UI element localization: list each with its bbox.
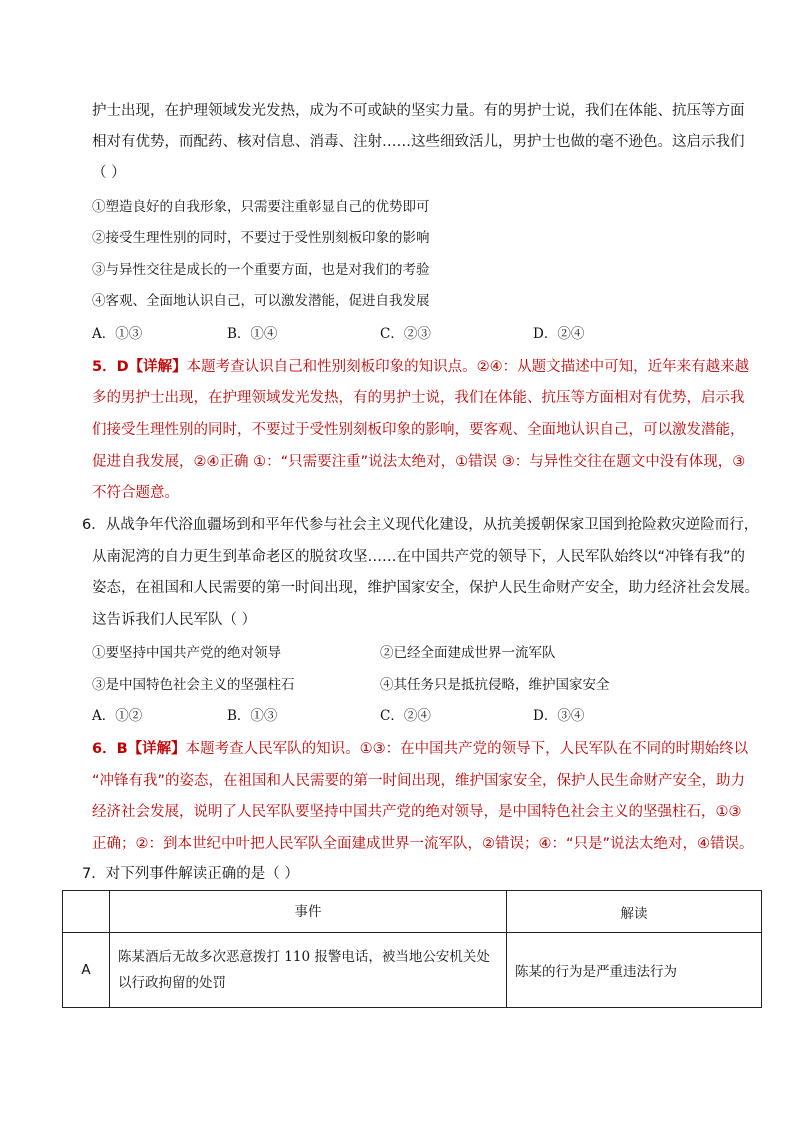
q7-table — [62, 890, 762, 1008]
q6-choice-d: D．③④ — [533, 708, 585, 724]
answer6-line3: 经济社会发展，说明了人民军队要坚持中国共产党的绝对领导，是中国特色社会主义的坚强柱石，①③ — [92, 804, 742, 820]
header-cell-blank — [63, 891, 110, 933]
answer6-text1: 本题考查人民军队的知识。①③：在中国共产党的领导下，人民军队在不同的时期始终以 — [185, 741, 749, 757]
answer5-text1: 本题考查认识自己和性别刻板印象的知识点。②④：从题文描述中可知，近年来有越来越 — [186, 359, 750, 375]
row-event-line2: 以行政拘留的处罚 — [118, 975, 226, 991]
q6-item-4: ④其任务只是抵抗侵略，维护国家安全 — [380, 677, 610, 693]
table-row — [63, 933, 762, 1008]
answer5-line4: 促进自我发展，②④正确 ①：“只需要注重”说法太绝对，①错误 ③：与异性交往在题文中没有体现，③ — [92, 454, 746, 470]
q4-stem-line1: 护士出现，在护理领域发光发热，成为不可或缺的坚实力量。有的男护士说，我们在体能、抗压等方面 — [92, 103, 745, 119]
q4-choice-a: A．①③ — [92, 326, 143, 342]
q4-choice-d: D．②④ — [533, 326, 585, 342]
row-event-cell — [110, 933, 507, 1008]
q6-choice-c: C．②④ — [380, 708, 431, 724]
answer6-line2: “冲锋有我”的姿态，在祖国和人民需要的第一时间出现，维护国家安全，保护人民生命财产安全，助力 — [92, 773, 746, 789]
q6-stem-line3: 姿态，在祖国和人民需要的第一时间出现，维护国家安全，保护人民生命财产安全，助力经济社会发展。 — [92, 580, 759, 596]
row-event-line1: 陈某酒后无故多次恶意拨打 110 报警电话，被当地公安机关处 — [118, 949, 490, 965]
header-cell-event: 事件 — [110, 891, 507, 933]
row-label: A — [63, 933, 110, 1008]
q6-item-1: ①要坚持中国共产党的绝对领导 — [92, 645, 281, 661]
answer5-line5: 不符合题意。 — [92, 485, 179, 501]
q4-stem-line3: （ ） — [92, 165, 126, 181]
q4-item-2: ②接受生理性别的同时，不要过于受性别刻板印象的影响 — [92, 230, 430, 246]
q4-item-4: ④客观、全面地认识自己，可以激发潜能，促进自我发展 — [92, 293, 430, 309]
q6-choice-a: A．①② — [92, 708, 143, 724]
q4-choice-c: C．②③ — [380, 326, 431, 342]
q4-choice-b: B．①④ — [227, 326, 278, 342]
row-interpretation: 陈某的行为是严重违法行为 — [507, 933, 762, 1008]
q6-item-3: ③是中国特色社会主义的坚强柱石 — [92, 677, 295, 693]
answer5-line3: 们接受生理性别的同时，不要过于受性别刻板印象的影响，要客观、全面地认识自己，可以激发潜能， — [92, 422, 745, 438]
header-cell-interpretation: 解读 — [507, 891, 762, 933]
q4-item-3: ③与异性交往是成长的一个重要方面，也是对我们的考验 — [92, 262, 430, 278]
q4-stem-line2: 相对有优势，而配药、核对信息、消毒、注射……这些细致活儿，男护士也做的毫不逊色。这启示我们 — [92, 134, 745, 150]
answer6-line4: 正确；②：到本世纪中叶把人民军队全面建成世界一流军队，②错误；④：“只是”说法太绝对，④错误。 — [92, 836, 754, 852]
q6-choice-b: B．①③ — [227, 708, 278, 724]
answer5-line1 — [92, 357, 749, 377]
q4-item-1: ①塑造良好的自我形象，只需要注重彰显自己的优势即可 — [92, 199, 430, 215]
answer5-prefix: 5．D【详解】 — [92, 359, 187, 375]
q6-stem-line4: 这告诉我们人民军队（ ） — [92, 612, 257, 628]
table-header-row — [63, 891, 762, 933]
q7-stem: 7．对下列事件解读正确的是（ ） — [82, 866, 299, 882]
answer6-line1 — [92, 739, 748, 759]
q6-item-2: ②已经全面建成世界一流军队 — [380, 645, 556, 661]
q6-stem-line1: 6．从战争年代浴血疆场到和平年代参与社会主义现代化建设，从抗美援朝保家卫国到抢险救灾逆险而行， — [82, 517, 759, 533]
answer5-line2: 多的男护士出现，在护理领域发光发热，有的男护士说，我们在体能、抗压等方面相对有优势，启示我 — [92, 390, 745, 406]
answer6-prefix: 6．B【详解】 — [92, 741, 186, 757]
q6-stem-line2: 从南泥湾的自力更生到革命老区的脱贫攻坚……在中国共产党的领导下，人民军队始终以“冲锋有我”的 — [92, 549, 746, 565]
